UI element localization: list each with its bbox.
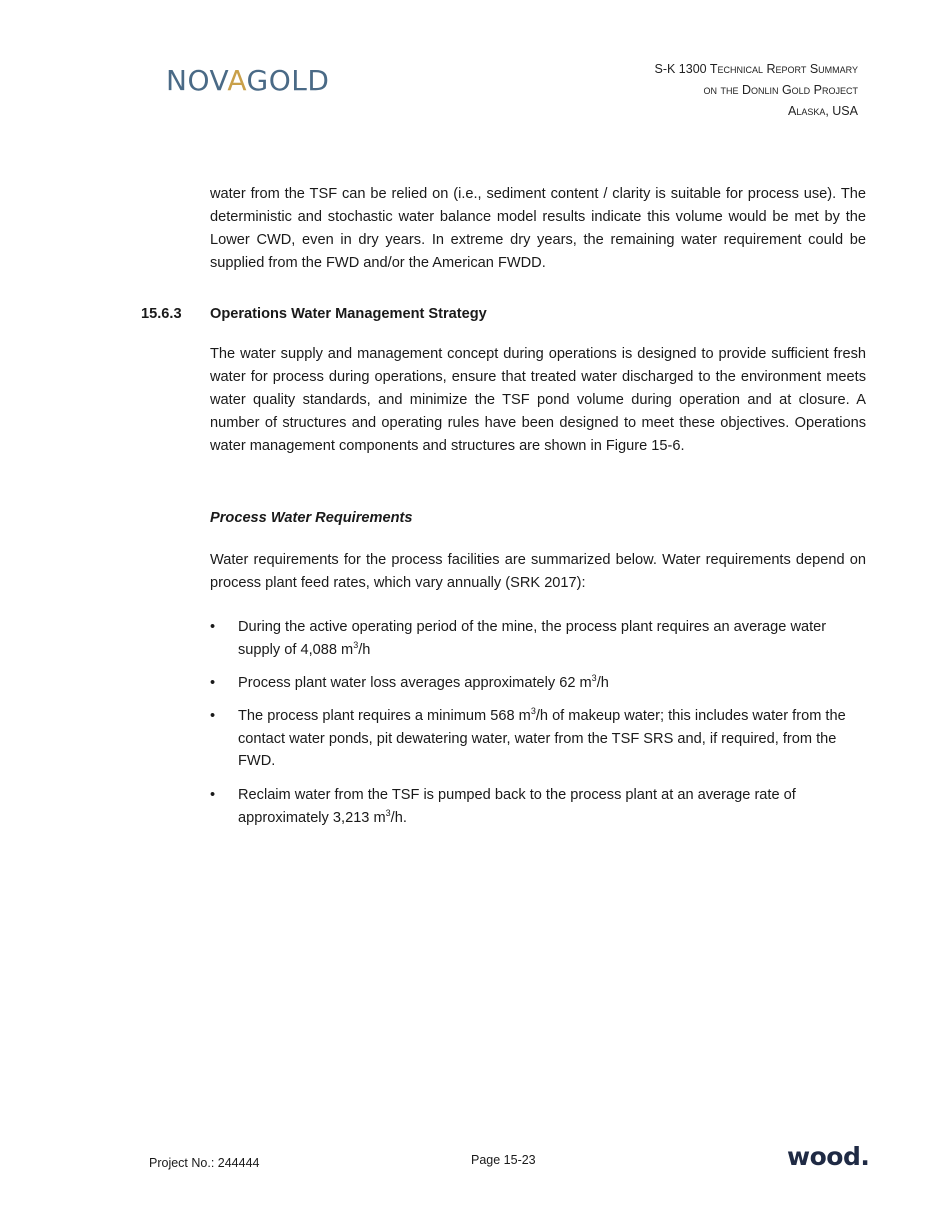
- list-item-text: Process plant water loss averages approximately 62 $m^3/h$: [238, 673, 609, 691]
- bullet-icon: •: [210, 619, 216, 635]
- novagold-logo-text: NOVAGOLD: [166, 64, 330, 97]
- report-title-line1: S-K 1300 Technical Report Summary: [654, 62, 858, 76]
- list-item-text: During the active operating period of the mine, the process plant requires an average water supply of 4,088 $m^3/h$: [238, 619, 827, 658]
- bullet-icon: •: [210, 787, 216, 803]
- project-number: Project No.: 244444: [149, 1156, 260, 1170]
- intro-paragraph: water from the TSF can be relied on (i.e., sediment content / clarity is suitable for process use). The deterministic and stochastic water balance model results indicate this volume would be met by the Lower CWD, even in dry years. In extreme dry years, the remaining water requirement could be supplied from the FWD and/or the American FWDD.: [210, 186, 866, 271]
- bullet-icon: •: [210, 675, 216, 691]
- list-item-text: Reclaim water from the TSF is pumped back to the process plant at an average rate of approximately 3,213 $m^3/h$.: [238, 787, 796, 826]
- list-item-text: The process plant requires a minimum 568 $m^3/h$ of makeup water; this includes water from the contact water ponds, pit dewatering water, water from the TSF SRS and, if required, from the FWD.: [238, 706, 846, 769]
- section-title: Operations Water Management Strategy: [210, 306, 487, 322]
- section-number: 15.6.3: [141, 306, 182, 322]
- subsection-paragraph: Water requirements for the process facilities are summarized below. Water requirements depend on process plant feed rates, which vary annually (SRK 2017):: [210, 552, 866, 591]
- section-paragraph: The water supply and management concept during operations is designed to provide sufficient fresh water for process during operations, ensure that treated water discharged to the environment meets water quality standards, and minimize the TSF pond volume during operation and at closure. A number of structures and operating rules have been designed to meet these objectives. Operations water management components and structures are shown in Figure 15-6.: [210, 346, 866, 454]
- report-title-line2: on the Donlin Gold Project: [703, 83, 858, 97]
- novagold-logo: [166, 64, 329, 98]
- report-header: [655, 59, 859, 122]
- wood-logo: wood.: [787, 1142, 870, 1171]
- report-title-line3: Alaska, USA: [787, 104, 858, 118]
- page-number: Page 15-23: [471, 1153, 536, 1167]
- subsection-title: Process Water Requirements: [210, 510, 413, 526]
- bullet-icon: •: [210, 708, 216, 724]
